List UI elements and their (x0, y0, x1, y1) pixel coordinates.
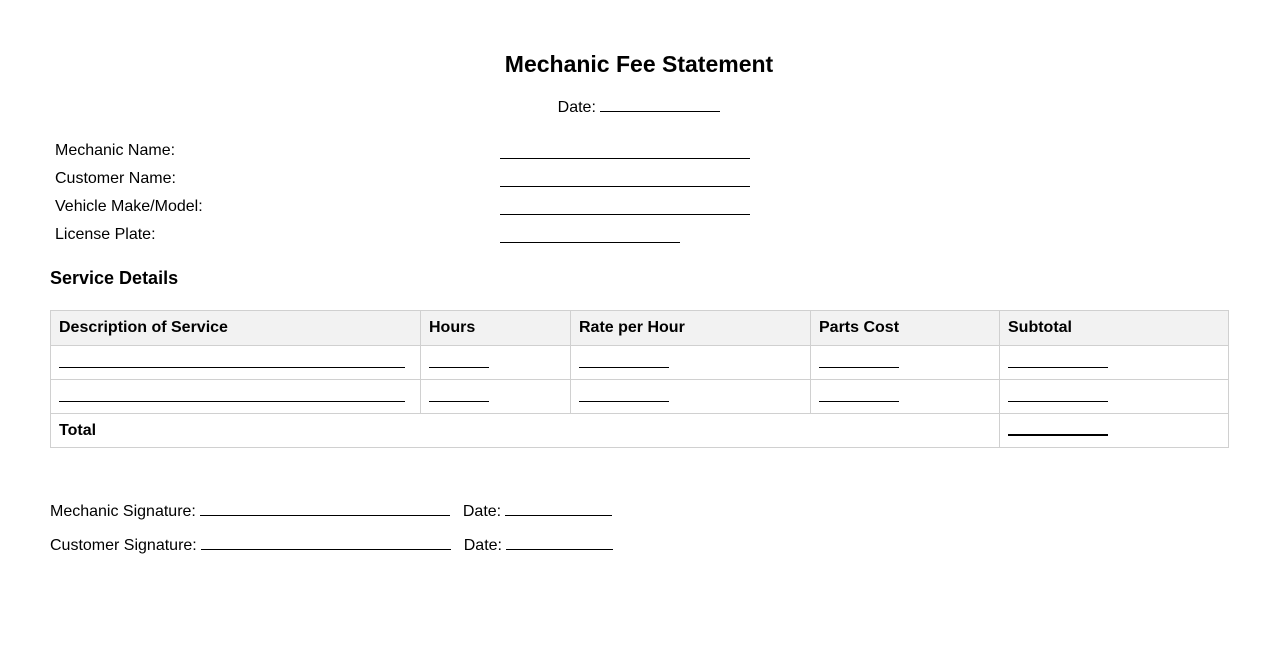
hours-field[interactable] (429, 367, 489, 368)
subtotal-field[interactable] (1008, 401, 1108, 402)
customer-signature-label: Customer Signature: (50, 537, 197, 554)
license-plate-label: License Plate: (55, 226, 156, 243)
rate-field[interactable] (579, 367, 669, 368)
column-header-description: Description of Service (51, 311, 421, 346)
statement-date-field[interactable] (600, 97, 720, 112)
column-header-subtotal: Subtotal (1000, 311, 1229, 346)
hours-cell (421, 380, 571, 414)
rate-cell (571, 380, 811, 414)
description-cell (51, 346, 421, 380)
parts-cost-field[interactable] (819, 401, 899, 402)
statement-date-row (0, 97, 1278, 118)
subtotal-cell (1000, 346, 1229, 380)
service-details-heading: Service Details (50, 268, 179, 288)
mechanic-signature-date-label: Date: (462, 503, 502, 520)
total-cell (1000, 414, 1229, 448)
rate-field[interactable] (579, 401, 669, 402)
table-row (51, 346, 1229, 380)
customer-signature-date-label: Date: (463, 537, 502, 554)
rate-cell (571, 346, 811, 380)
customer-signature-date-field[interactable] (506, 535, 613, 550)
vehicle-make-model-field[interactable] (500, 214, 750, 215)
table-header-row (51, 311, 1229, 346)
subtotal-field[interactable] (1008, 367, 1108, 368)
mechanic-signature-date-field[interactable] (505, 501, 612, 516)
parts-cost-cell (811, 380, 1000, 414)
column-header-parts-cost: Parts Cost (811, 311, 1000, 346)
statement-date-label: Date: (557, 99, 596, 116)
mechanic-name-field[interactable] (500, 158, 750, 159)
license-plate-field[interactable] (500, 242, 680, 243)
description-field[interactable] (59, 367, 405, 368)
parts-cost-field[interactable] (819, 367, 899, 368)
total-row (51, 414, 1229, 448)
document-title: Mechanic Fee Statement (504, 51, 774, 77)
column-header-rate: Rate per Hour (571, 311, 811, 346)
service-details-table (50, 310, 1229, 448)
mechanic-name-label: Mechanic Name: (55, 142, 176, 159)
hours-cell (421, 346, 571, 380)
subtotal-cell (1000, 380, 1229, 414)
customer-signature-row (50, 535, 613, 556)
total-field[interactable] (1008, 434, 1108, 436)
customer-name-field[interactable] (500, 186, 750, 187)
total-label: Total (51, 414, 1000, 448)
customer-name-label: Customer Name: (55, 170, 176, 187)
description-field[interactable] (59, 401, 405, 402)
column-header-hours: Hours (421, 311, 571, 346)
mechanic-signature-row (50, 501, 612, 522)
table-row (51, 380, 1229, 414)
customer-signature-field[interactable] (201, 535, 451, 550)
mechanic-signature-label: Mechanic Signature: (50, 503, 196, 520)
hours-field[interactable] (429, 401, 489, 402)
parts-cost-cell (811, 346, 1000, 380)
vehicle-make-model-label: Vehicle Make/Model: (55, 198, 203, 215)
mechanic-signature-field[interactable] (200, 501, 450, 516)
description-cell (51, 380, 421, 414)
